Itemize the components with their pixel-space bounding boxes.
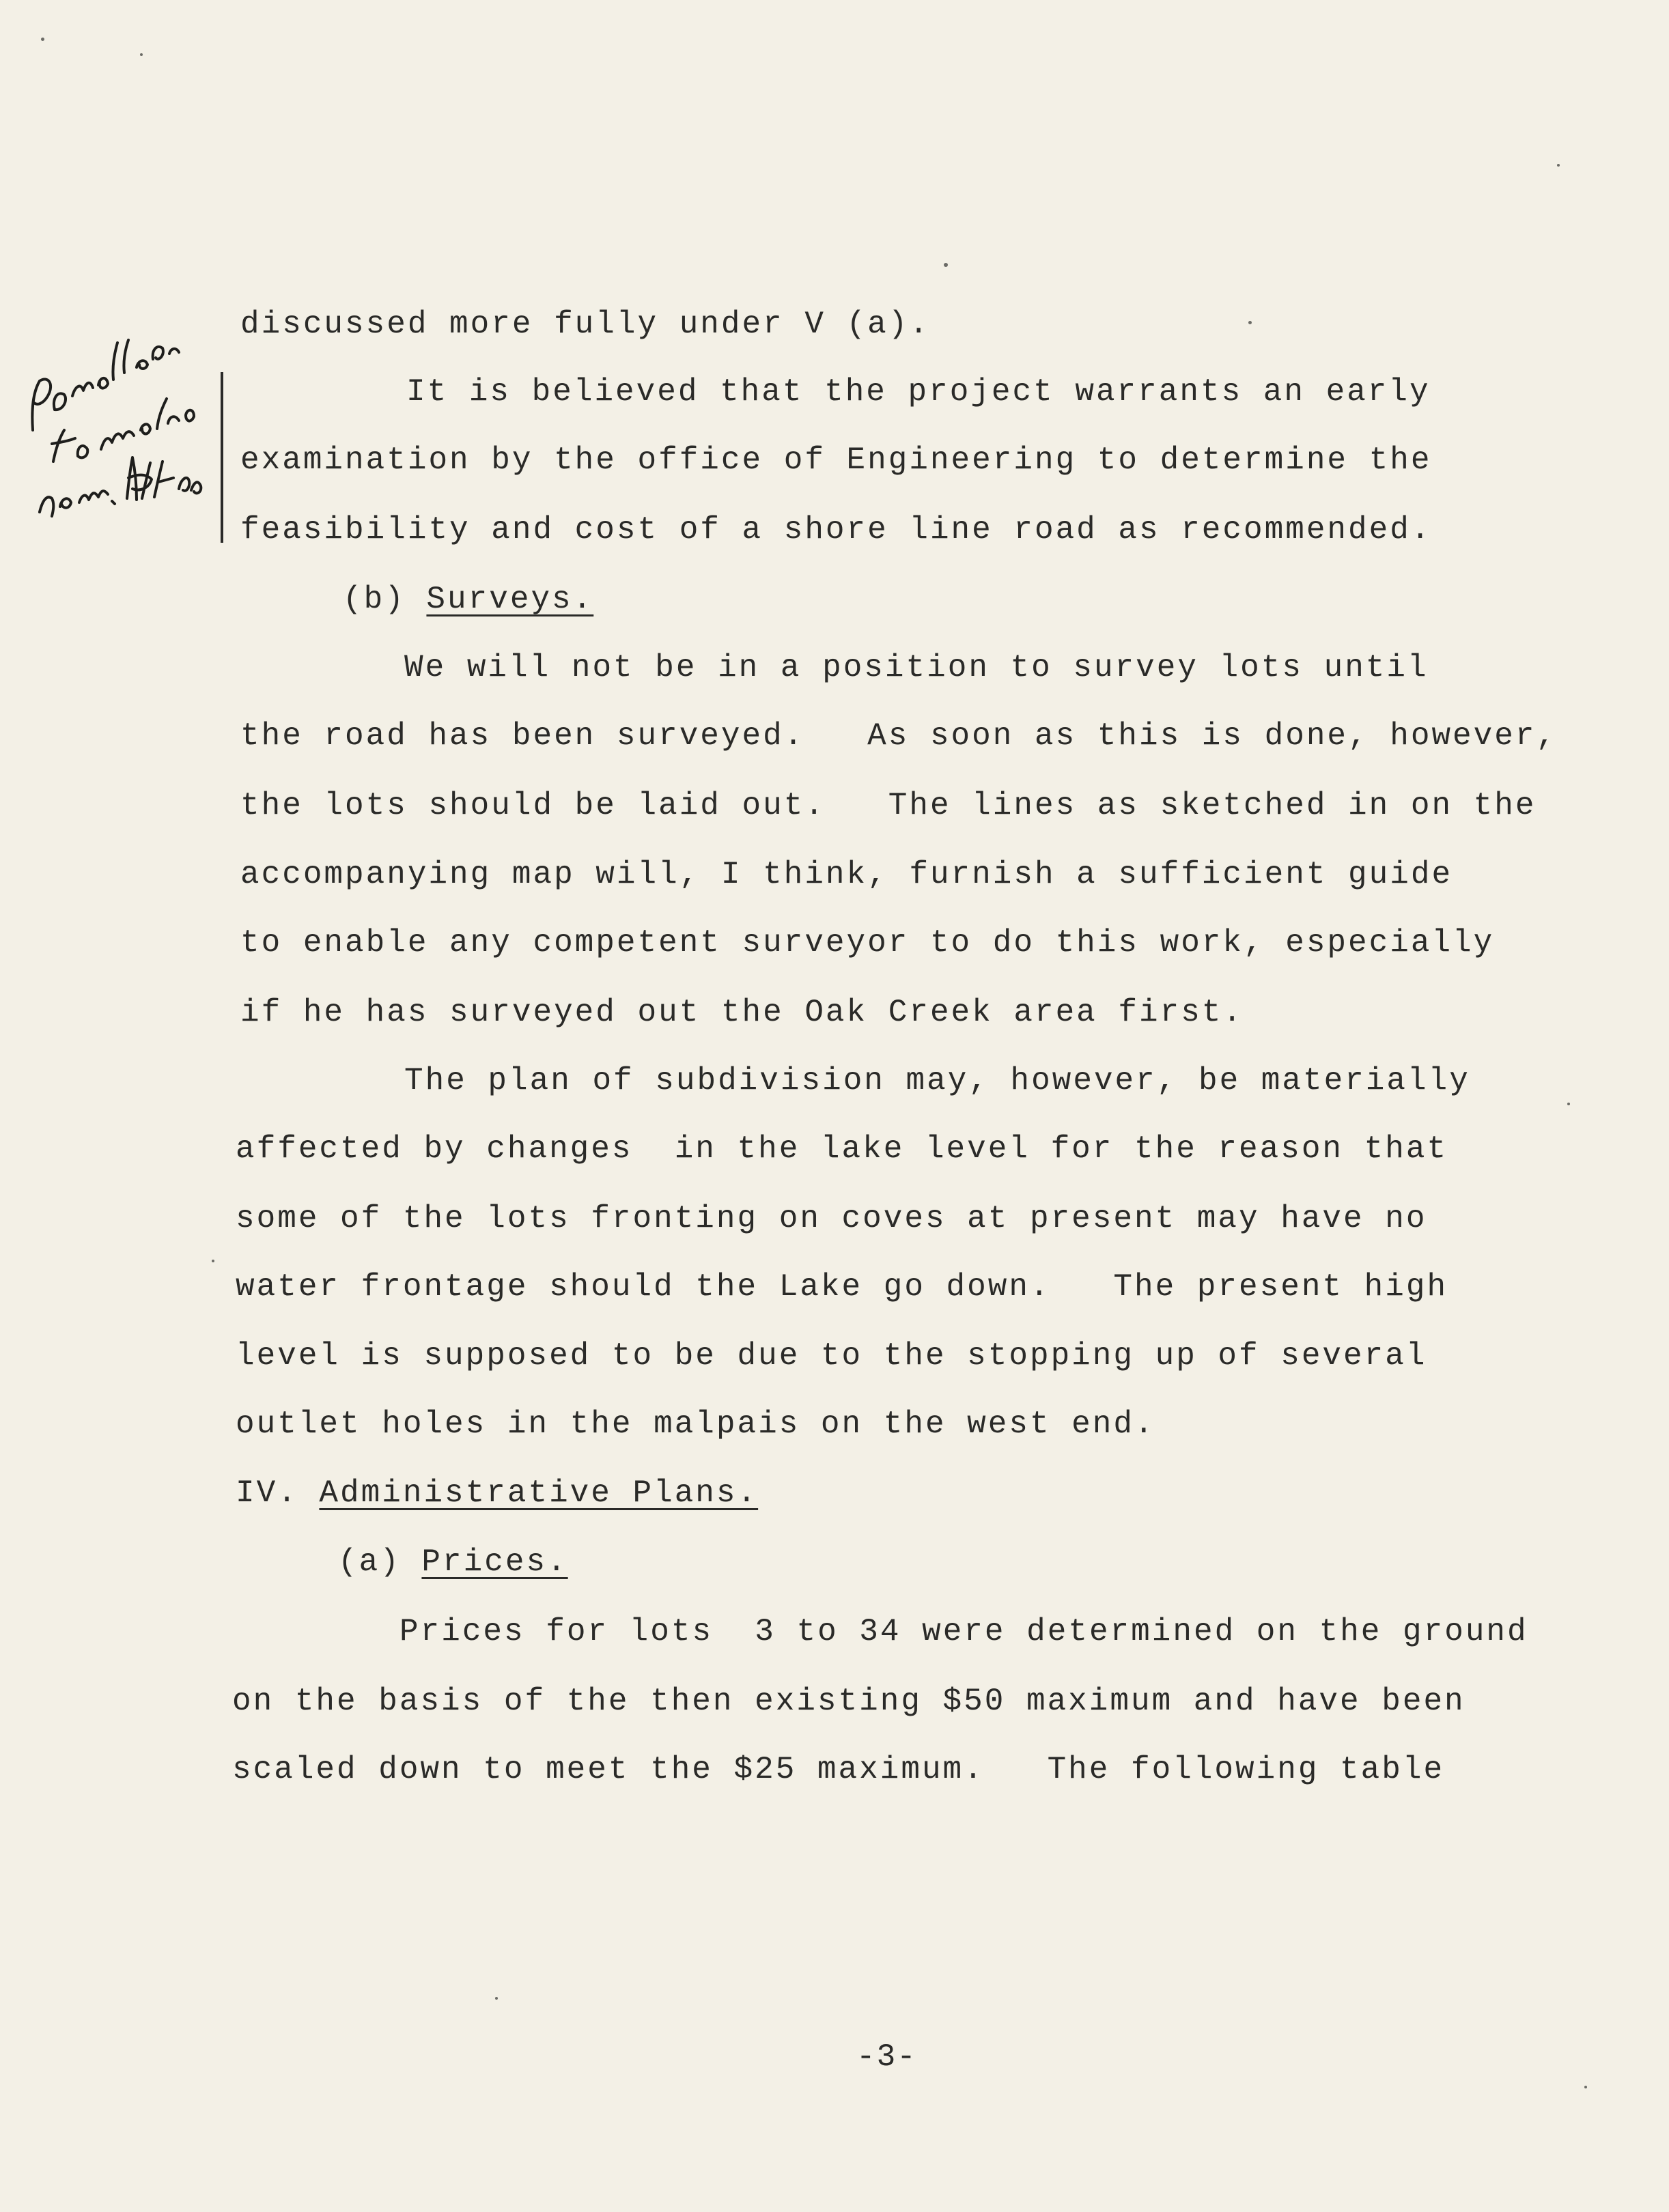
section-title: Administrative Plans. — [319, 1475, 759, 1511]
paper-speck — [140, 53, 143, 56]
text-line: on the basis of the then existing $50 maximum and have been — [232, 1684, 1465, 1719]
text-line: the lots should be laid out. The lines as sketched in on the — [240, 788, 1537, 823]
paper-speck — [1567, 1103, 1570, 1105]
paper-speck — [1557, 164, 1560, 167]
margin-rule — [221, 372, 223, 543]
paper-speck — [41, 38, 44, 41]
text-line: affected by changes in the lake level for the reason that — [236, 1131, 1448, 1167]
paper-speck — [212, 1260, 214, 1262]
handwritten-margin-note — [12, 328, 210, 553]
text-line: It is believed that the project warrants an early — [406, 374, 1431, 410]
text-line: some of the lots fronting on coves at present may have no — [236, 1201, 1427, 1236]
section-heading-prices — [338, 1546, 568, 1578]
section-label: (a) — [338, 1544, 422, 1580]
text-line: the road has been surveyed. As soon as this is done, however, — [240, 718, 1558, 754]
text-line: if he has surveyed out the Oak Creek area first. — [240, 995, 1244, 1030]
text-line: discussed more fully under V (a). — [240, 307, 930, 342]
section-heading-surveys — [343, 584, 593, 615]
paper-speck — [1584, 2086, 1587, 2088]
text-line: to enable any competent surveyor to do this work, especially — [240, 925, 1495, 961]
text-line: feasibility and cost of a shore line road as recommended. — [240, 512, 1432, 548]
text-line: examination by the office of Engineering to determine the — [240, 442, 1432, 478]
text-line: outlet holes in the malpais on the west end. — [236, 1406, 1155, 1442]
paper-speck — [944, 263, 948, 267]
text-line: We will not be in a position to survey lots until — [404, 650, 1429, 685]
paper-speck — [1248, 321, 1252, 324]
section-label: IV. — [236, 1475, 320, 1511]
text-line: scaled down to meet the $25 maximum. The following table — [232, 1752, 1445, 1787]
section-title: Prices. — [421, 1544, 568, 1580]
text-line: Prices for lots 3 to 34 were determined on the ground — [399, 1614, 1528, 1649]
paper-speck — [495, 1997, 498, 2000]
page-number: -3- — [856, 2039, 917, 2075]
section-title: Surveys. — [426, 582, 594, 617]
text-line: water frontage should the Lake go down. The present high — [236, 1269, 1448, 1305]
section-heading-administrative-plans — [236, 1477, 758, 1509]
text-line: The plan of subdivision may, however, be materially — [404, 1063, 1470, 1098]
section-label: (b) — [343, 582, 427, 617]
text-line: accompanying map will, I think, furnish a sufficient guide — [240, 857, 1453, 892]
text-line: level is supposed to be due to the stopping up of several — [236, 1338, 1427, 1374]
